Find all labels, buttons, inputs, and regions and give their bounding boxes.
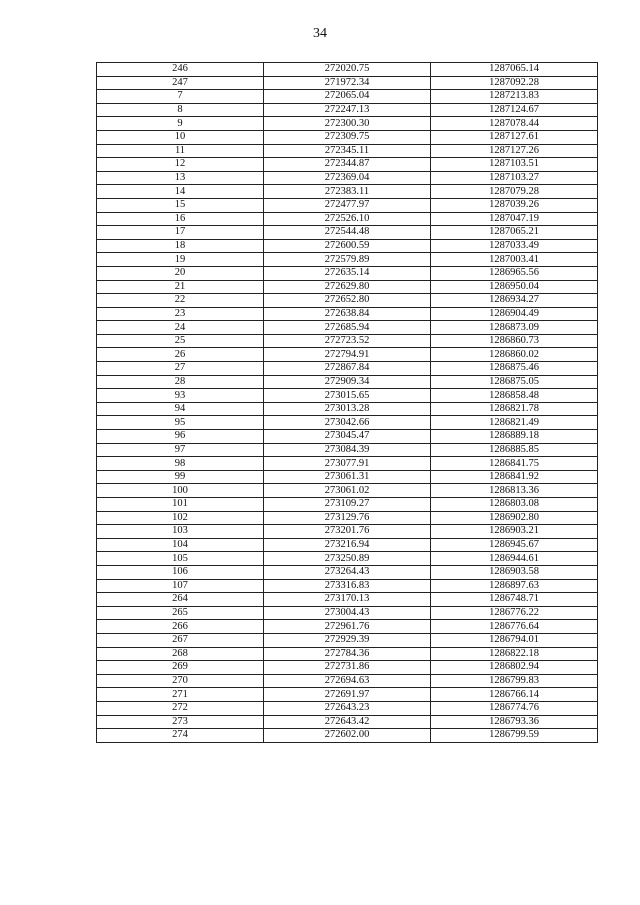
point-number-cell: 26 — [97, 348, 264, 362]
table-row — [97, 457, 598, 471]
table-row — [97, 130, 598, 144]
x-coordinate-cell: 273015.65 — [264, 389, 431, 403]
point-number-cell: 103 — [97, 525, 264, 539]
table-row — [97, 389, 598, 403]
x-coordinate-cell: 271972.34 — [264, 76, 431, 90]
table-row — [97, 375, 598, 389]
point-number-cell: 104 — [97, 538, 264, 552]
point-number-cell: 98 — [97, 457, 264, 471]
table-row — [97, 511, 598, 525]
x-coordinate-cell: 272300.30 — [264, 117, 431, 131]
point-number-cell: 16 — [97, 212, 264, 226]
y-coordinate-cell: 1286774.76 — [431, 701, 598, 715]
table-row — [97, 729, 598, 743]
x-coordinate-cell: 272629.80 — [264, 280, 431, 294]
x-coordinate-cell: 272344.87 — [264, 158, 431, 172]
table-row — [97, 334, 598, 348]
x-coordinate-cell: 273061.31 — [264, 470, 431, 484]
x-coordinate-cell: 272961.76 — [264, 620, 431, 634]
table-row — [97, 620, 598, 634]
y-coordinate-cell: 1286821.78 — [431, 402, 598, 416]
point-number-cell: 7 — [97, 90, 264, 104]
table-row — [97, 647, 598, 661]
page-number: 34 — [313, 26, 327, 41]
x-coordinate-cell: 272345.11 — [264, 144, 431, 158]
y-coordinate-cell: 1286945.67 — [431, 538, 598, 552]
y-coordinate-cell: 1286873.09 — [431, 321, 598, 335]
y-coordinate-cell: 1286803.08 — [431, 498, 598, 512]
table-row — [97, 158, 598, 172]
x-coordinate-cell: 272383.11 — [264, 185, 431, 199]
y-coordinate-cell: 1286903.58 — [431, 565, 598, 579]
point-number-cell: 106 — [97, 565, 264, 579]
table-row — [97, 701, 598, 715]
table-row — [97, 253, 598, 267]
table-row — [97, 579, 598, 593]
y-coordinate-cell: 1286822.18 — [431, 647, 598, 661]
table-row — [97, 266, 598, 280]
point-number-cell: 269 — [97, 661, 264, 675]
table-row — [97, 430, 598, 444]
x-coordinate-cell: 272477.97 — [264, 198, 431, 212]
point-number-cell: 19 — [97, 253, 264, 267]
y-coordinate-cell: 1286903.21 — [431, 525, 598, 539]
point-number-cell: 20 — [97, 266, 264, 280]
y-coordinate-cell: 1286841.92 — [431, 470, 598, 484]
y-coordinate-cell: 1287127.26 — [431, 144, 598, 158]
table-row — [97, 688, 598, 702]
y-coordinate-cell: 1287103.51 — [431, 158, 598, 172]
point-number-cell: 24 — [97, 321, 264, 335]
point-number-cell: 94 — [97, 402, 264, 416]
x-coordinate-cell: 273316.83 — [264, 579, 431, 593]
table-row — [97, 294, 598, 308]
point-number-cell: 246 — [97, 63, 264, 77]
table-row — [97, 239, 598, 253]
y-coordinate-cell: 1286897.63 — [431, 579, 598, 593]
x-coordinate-cell: 273170.13 — [264, 593, 431, 607]
point-number-cell: 99 — [97, 470, 264, 484]
point-number-cell: 15 — [97, 198, 264, 212]
table-row — [97, 498, 598, 512]
y-coordinate-cell: 1286860.02 — [431, 348, 598, 362]
y-coordinate-cell: 1287003.41 — [431, 253, 598, 267]
table-row — [97, 715, 598, 729]
point-number-cell: 101 — [97, 498, 264, 512]
coordinates-table-body — [97, 63, 598, 743]
x-coordinate-cell: 273045.47 — [264, 430, 431, 444]
x-coordinate-cell: 273084.39 — [264, 443, 431, 457]
point-number-cell: 23 — [97, 307, 264, 321]
table-row — [97, 185, 598, 199]
x-coordinate-cell: 272638.84 — [264, 307, 431, 321]
y-coordinate-cell: 1287065.21 — [431, 226, 598, 240]
x-coordinate-cell: 272579.89 — [264, 253, 431, 267]
table-row — [97, 321, 598, 335]
point-number-cell: 12 — [97, 158, 264, 172]
x-coordinate-cell: 273216.94 — [264, 538, 431, 552]
point-number-cell: 10 — [97, 130, 264, 144]
y-coordinate-cell: 1286748.71 — [431, 593, 598, 607]
y-coordinate-cell: 1286934.27 — [431, 294, 598, 308]
y-coordinate-cell: 1287047.19 — [431, 212, 598, 226]
y-coordinate-cell: 1286950.04 — [431, 280, 598, 294]
x-coordinate-cell: 272247.13 — [264, 103, 431, 117]
table-row — [97, 198, 598, 212]
point-number-cell: 14 — [97, 185, 264, 199]
point-number-cell: 27 — [97, 362, 264, 376]
table-row — [97, 661, 598, 675]
point-number-cell: 268 — [97, 647, 264, 661]
point-number-cell: 266 — [97, 620, 264, 634]
table-row — [97, 117, 598, 131]
table-row — [97, 565, 598, 579]
y-coordinate-cell: 1286821.49 — [431, 416, 598, 430]
point-number-cell: 270 — [97, 674, 264, 688]
table-row — [97, 171, 598, 185]
y-coordinate-cell: 1287065.14 — [431, 63, 598, 77]
x-coordinate-cell: 272602.00 — [264, 729, 431, 743]
x-coordinate-cell: 272784.36 — [264, 647, 431, 661]
x-coordinate-cell: 272635.14 — [264, 266, 431, 280]
point-number-cell: 21 — [97, 280, 264, 294]
x-coordinate-cell: 273004.43 — [264, 606, 431, 620]
y-coordinate-cell: 1287078.44 — [431, 117, 598, 131]
x-coordinate-cell: 272794.91 — [264, 348, 431, 362]
x-coordinate-cell: 272526.10 — [264, 212, 431, 226]
x-coordinate-cell: 272685.94 — [264, 321, 431, 335]
table-row — [97, 144, 598, 158]
x-coordinate-cell: 272600.59 — [264, 239, 431, 253]
x-coordinate-cell: 273129.76 — [264, 511, 431, 525]
x-coordinate-cell: 272867.84 — [264, 362, 431, 376]
y-coordinate-cell: 1286860.73 — [431, 334, 598, 348]
x-coordinate-cell: 273013.28 — [264, 402, 431, 416]
y-coordinate-cell: 1286841.75 — [431, 457, 598, 471]
y-coordinate-cell: 1286799.83 — [431, 674, 598, 688]
y-coordinate-cell: 1286965.56 — [431, 266, 598, 280]
point-number-cell: 22 — [97, 294, 264, 308]
table-row — [97, 443, 598, 457]
y-coordinate-cell: 1286875.46 — [431, 362, 598, 376]
table-row — [97, 103, 598, 117]
point-number-cell: 271 — [97, 688, 264, 702]
x-coordinate-cell: 273201.76 — [264, 525, 431, 539]
point-number-cell: 18 — [97, 239, 264, 253]
y-coordinate-cell: 1286885.85 — [431, 443, 598, 457]
table-row — [97, 402, 598, 416]
y-coordinate-cell: 1287124.67 — [431, 103, 598, 117]
point-number-cell: 97 — [97, 443, 264, 457]
point-number-cell: 107 — [97, 579, 264, 593]
point-number-cell: 265 — [97, 606, 264, 620]
x-coordinate-cell: 273264.43 — [264, 565, 431, 579]
y-coordinate-cell: 1286875.05 — [431, 375, 598, 389]
x-coordinate-cell: 272691.97 — [264, 688, 431, 702]
table-row — [97, 606, 598, 620]
y-coordinate-cell: 1286776.64 — [431, 620, 598, 634]
table-row — [97, 90, 598, 104]
point-number-cell: 264 — [97, 593, 264, 607]
table-row — [97, 63, 598, 77]
point-number-cell: 247 — [97, 76, 264, 90]
point-number-cell: 95 — [97, 416, 264, 430]
point-number-cell: 25 — [97, 334, 264, 348]
x-coordinate-cell: 272723.52 — [264, 334, 431, 348]
point-number-cell: 8 — [97, 103, 264, 117]
table-row — [97, 416, 598, 430]
point-number-cell: 96 — [97, 430, 264, 444]
table-row — [97, 307, 598, 321]
y-coordinate-cell: 1286904.49 — [431, 307, 598, 321]
y-coordinate-cell: 1287079.28 — [431, 185, 598, 199]
point-number-cell: 13 — [97, 171, 264, 185]
y-coordinate-cell: 1286793.36 — [431, 715, 598, 729]
y-coordinate-cell: 1287092.28 — [431, 76, 598, 90]
y-coordinate-cell: 1286813.36 — [431, 484, 598, 498]
x-coordinate-cell: 272544.48 — [264, 226, 431, 240]
x-coordinate-cell: 272309.75 — [264, 130, 431, 144]
x-coordinate-cell: 273042.66 — [264, 416, 431, 430]
table-row — [97, 362, 598, 376]
x-coordinate-cell: 272929.39 — [264, 633, 431, 647]
point-number-cell: 267 — [97, 633, 264, 647]
x-coordinate-cell: 272909.34 — [264, 375, 431, 389]
x-coordinate-cell: 273109.27 — [264, 498, 431, 512]
point-number-cell: 17 — [97, 226, 264, 240]
y-coordinate-cell: 1287213.83 — [431, 90, 598, 104]
x-coordinate-cell: 273061.02 — [264, 484, 431, 498]
y-coordinate-cell: 1287033.49 — [431, 239, 598, 253]
point-number-cell: 274 — [97, 729, 264, 743]
table-row — [97, 633, 598, 647]
y-coordinate-cell: 1286902.80 — [431, 511, 598, 525]
y-coordinate-cell: 1287039.26 — [431, 198, 598, 212]
y-coordinate-cell: 1286799.59 — [431, 729, 598, 743]
x-coordinate-cell: 272020.75 — [264, 63, 431, 77]
table-row — [97, 76, 598, 90]
x-coordinate-cell: 272694.63 — [264, 674, 431, 688]
point-number-cell: 9 — [97, 117, 264, 131]
point-number-cell: 11 — [97, 144, 264, 158]
table-row — [97, 226, 598, 240]
x-coordinate-cell: 272643.23 — [264, 701, 431, 715]
x-coordinate-cell: 273077.91 — [264, 457, 431, 471]
table-row — [97, 552, 598, 566]
point-number-cell: 105 — [97, 552, 264, 566]
table-row — [97, 674, 598, 688]
x-coordinate-cell: 272065.04 — [264, 90, 431, 104]
table-row — [97, 484, 598, 498]
point-number-cell: 28 — [97, 375, 264, 389]
y-coordinate-cell: 1287127.61 — [431, 130, 598, 144]
y-coordinate-cell: 1286776.22 — [431, 606, 598, 620]
y-coordinate-cell: 1287103.27 — [431, 171, 598, 185]
point-number-cell: 93 — [97, 389, 264, 403]
y-coordinate-cell: 1286802.94 — [431, 661, 598, 675]
table-row — [97, 348, 598, 362]
table-row — [97, 212, 598, 226]
y-coordinate-cell: 1286794.01 — [431, 633, 598, 647]
y-coordinate-cell: 1286944.61 — [431, 552, 598, 566]
y-coordinate-cell: 1286766.14 — [431, 688, 598, 702]
table-row — [97, 593, 598, 607]
y-coordinate-cell: 1286889.18 — [431, 430, 598, 444]
x-coordinate-cell: 272643.42 — [264, 715, 431, 729]
table-row — [97, 470, 598, 484]
x-coordinate-cell: 272369.04 — [264, 171, 431, 185]
point-number-cell: 100 — [97, 484, 264, 498]
table-row — [97, 538, 598, 552]
y-coordinate-cell: 1286858.48 — [431, 389, 598, 403]
x-coordinate-cell: 272652.80 — [264, 294, 431, 308]
point-number-cell: 272 — [97, 701, 264, 715]
point-number-cell: 273 — [97, 715, 264, 729]
x-coordinate-cell: 273250.89 — [264, 552, 431, 566]
x-coordinate-cell: 272731.86 — [264, 661, 431, 675]
table-row — [97, 280, 598, 294]
point-number-cell: 102 — [97, 511, 264, 525]
table-row — [97, 525, 598, 539]
coordinates-table — [96, 62, 598, 743]
